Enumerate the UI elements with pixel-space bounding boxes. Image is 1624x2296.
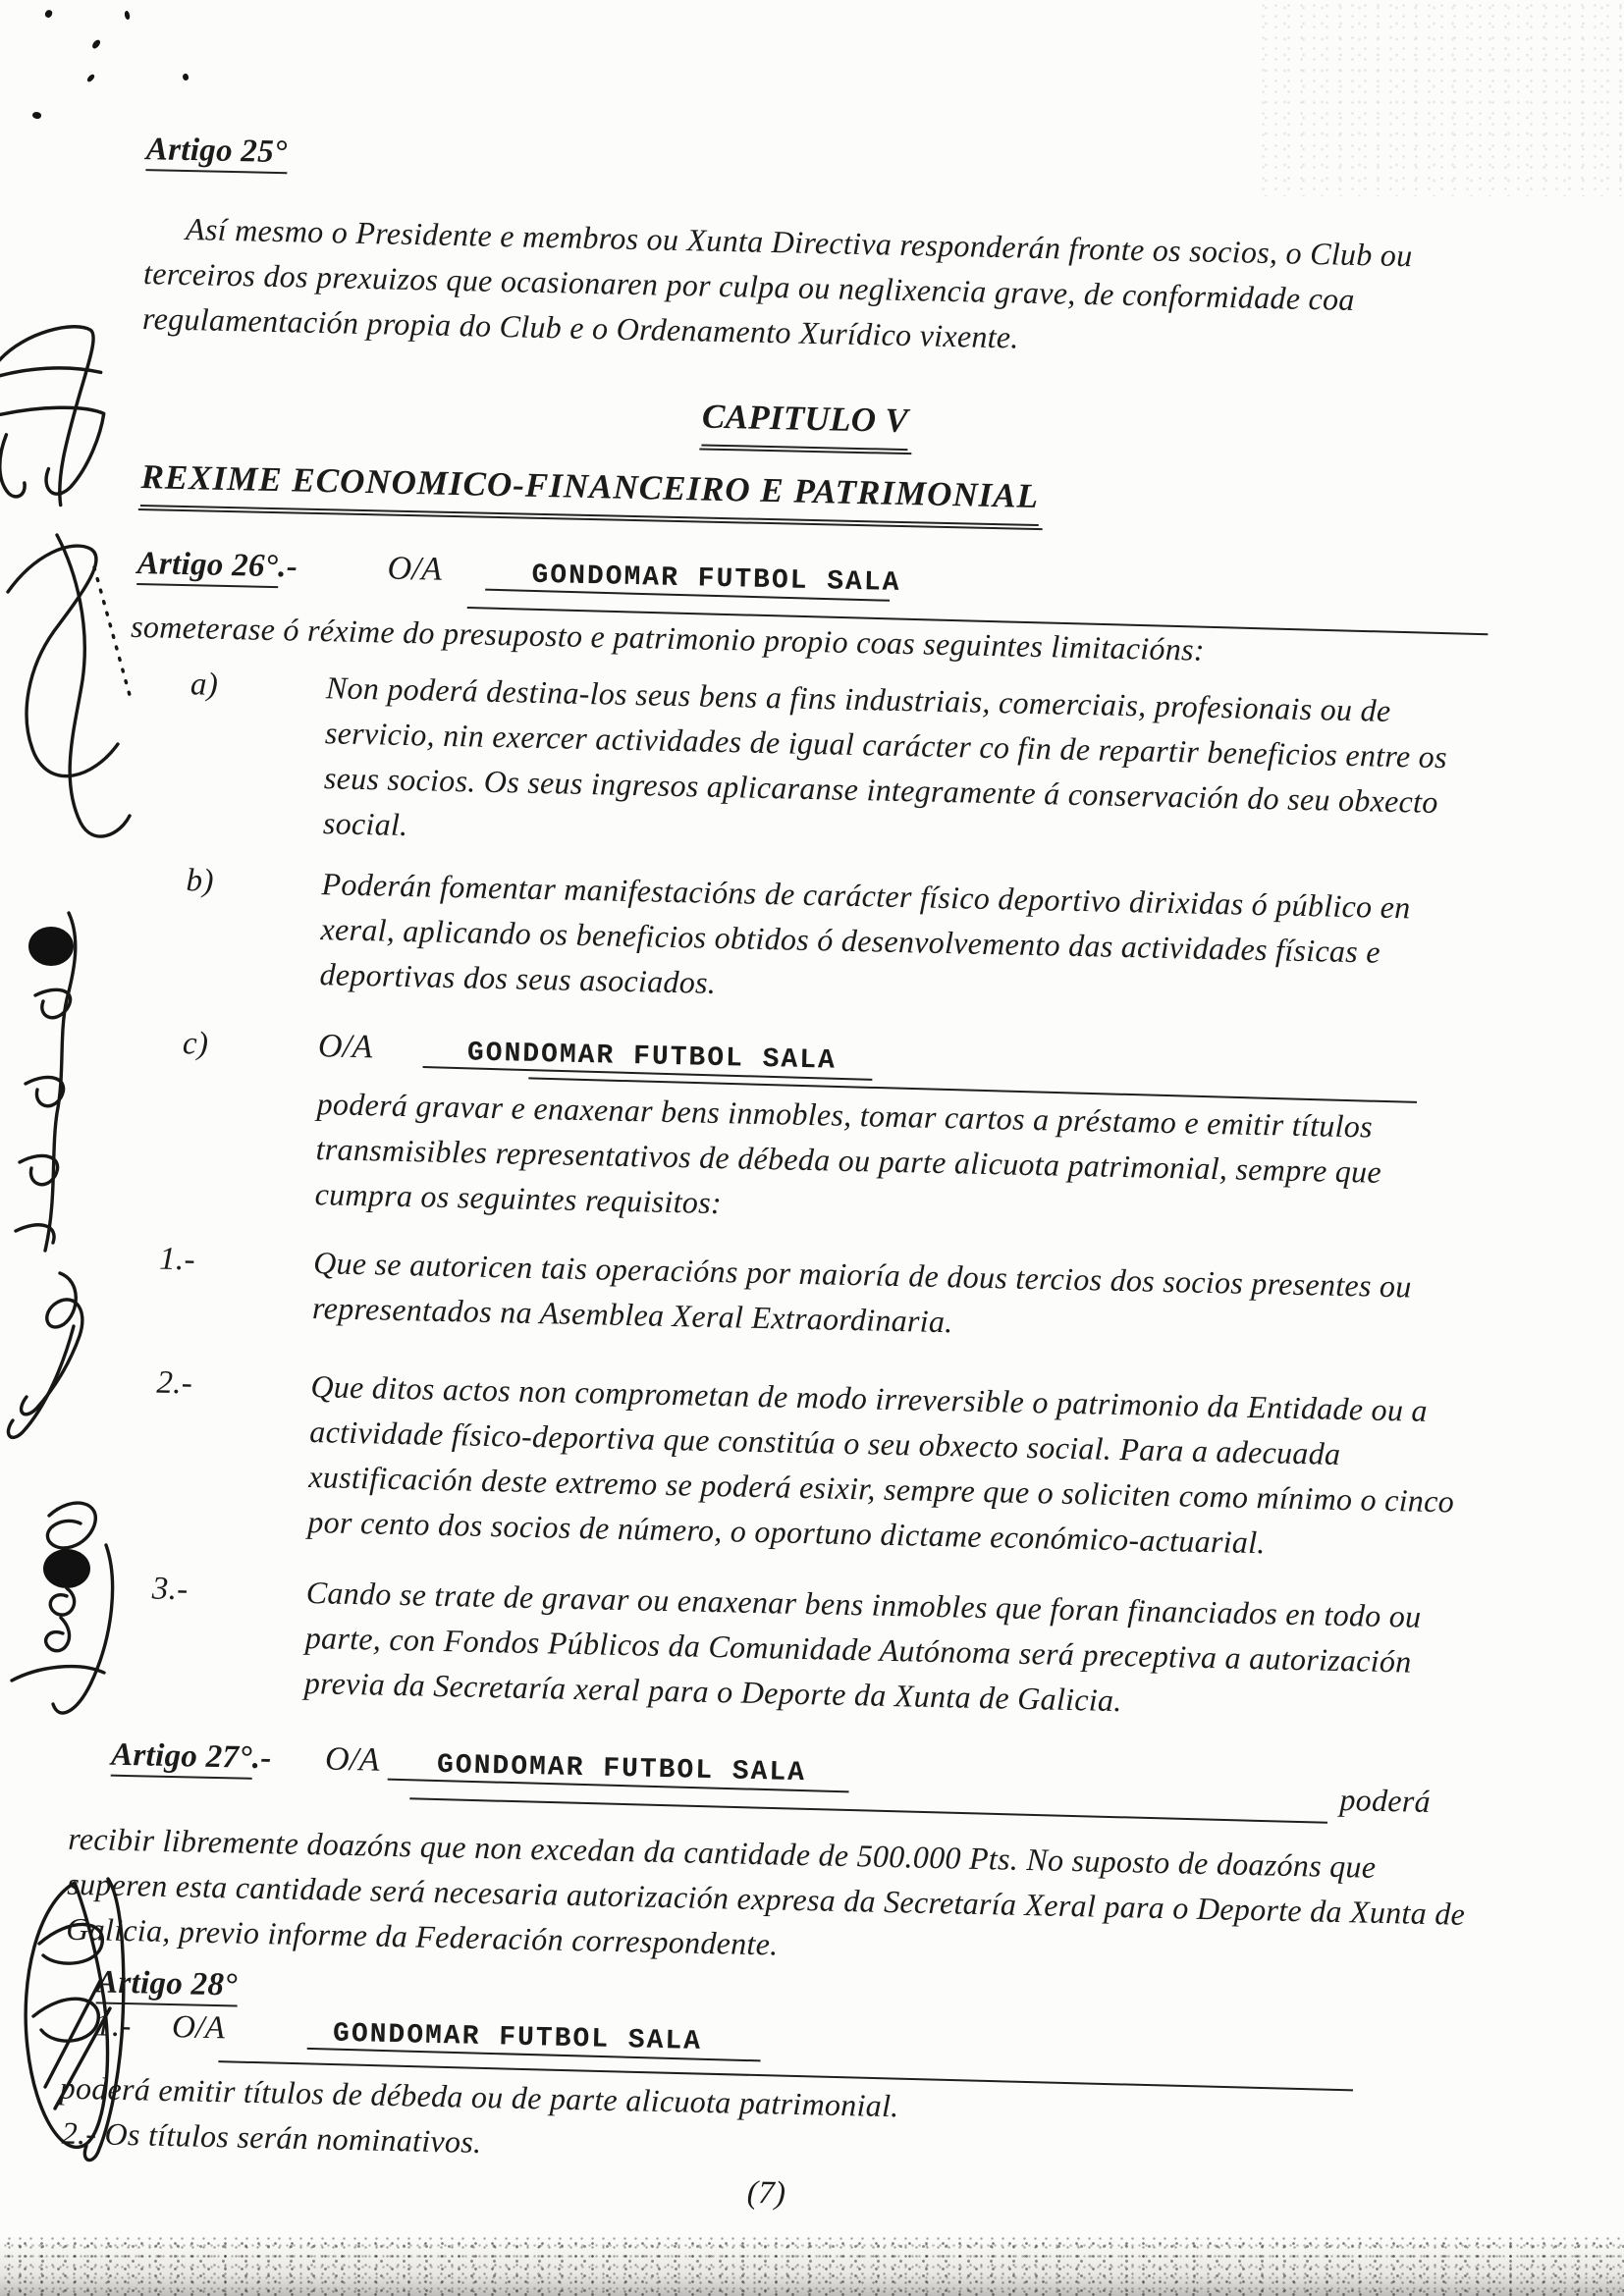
scan-noise-bottom <box>0 2237 1624 2296</box>
form-blank-line <box>409 1797 1327 1823</box>
chapter-heading <box>0 379 1617 466</box>
item-c-oa: O/A <box>317 1028 374 1066</box>
artigo-25-heading <box>145 127 288 175</box>
item-b-label: b) <box>186 863 215 899</box>
requisito-3-text: Cando se trate de gravar ou enaxenar bens inmobles que foran financiados en todo ou parte, con Fondos Públicos da Comunidade Autónoma será preceptiva a autorización previa da Secretaría xeral para o Deporte da Xunta de Galicia. <box>303 1574 1422 1719</box>
artigo-26-oa: O/A <box>387 550 443 588</box>
artigo-28-item1-row <box>0 2000 1582 2057</box>
artigo-25-body: Así mesmo o Presidente e membros ou Xunta Directiva responderán fronte os socios, o Club ou terceiros dos prexuizos que ocasionaren por culpa ou neglixencia grave, de conformidade coa regulamentación propia do Club e o Ordenamento Xurídico vixente. <box>141 210 1413 355</box>
item-a-label: a) <box>189 667 219 703</box>
chapter-subtitle: REXIME ECONOMICO-FINANCEIRO E PATRIMONIAL <box>140 454 1040 526</box>
page-number: (7) <box>746 2174 786 2212</box>
signature-scribble-3 <box>8 905 106 1258</box>
item-c-label: c) <box>182 1026 209 1062</box>
signature-scribble-4 <box>3 1269 101 1461</box>
artigo-26-label: Artigo 26°.- <box>136 541 298 590</box>
artigo-27-body: recibir libremente doazóns que non excedan da cantidade de 500.000 Pts. No suposto de doazóns que superen esta cantidade será necesaria autorización expresa da Secretaría Xeral para o Deporte da Xunta de Galicia, previo informe da Federación correspondente. <box>65 1820 1466 1962</box>
item-c-text: poderá gravar e enaxenar bens inmobles, tomar cartos a préstamo e emitir títulos transmisibles representativos de débeda ou parte alicuota patrimonial, sempre que cumpra os seguintes requisitos: <box>314 1086 1382 1221</box>
artigo-28-club-name: GONDOMAR FUTBOL SALA <box>332 2018 703 2057</box>
ink-blot <box>28 927 74 966</box>
artigo-27-heading-row <box>0 1729 1588 1789</box>
requisito-3-label: 3.- <box>151 1571 189 1608</box>
artigo-27-oa: O/A <box>324 1740 381 1779</box>
signature-scribble-2 <box>0 533 133 862</box>
artigo-26-heading-row <box>0 538 1614 599</box>
artigo-28-title: Artigo 28° <box>96 1964 238 2006</box>
artigo-28-item1-text: poderá emitir títulos de débeda ou de parte alicuota patrimonial. <box>59 2069 899 2124</box>
artigo-25-title: Artigo 25° <box>145 132 287 174</box>
artigo-26-club-name: GONDOMAR FUTBOL SALA <box>531 560 901 599</box>
signature-scribble-5 <box>8 1488 131 1729</box>
chapter-subheading <box>140 454 1040 526</box>
artigo-28-oa: O/A <box>171 2009 226 2047</box>
artigo-28-item1-label: 1.- <box>94 2007 133 2045</box>
requisito-2-text: Que ditos actos non comprometan de modo irreversible o patrimonio da Entidade ou a actividade físico-deportiva que constitúa o seu obxecto social. Para a adecuada xustificación deste extremo se poderá esixir, sempre que o soliciten como mínimo o cinco por cento dos socios de número, o oportuno dictame económico-actuarial. <box>307 1368 1455 1561</box>
artigo-28-item2-text: 2.- Os títulos serán nominativos. <box>61 2114 482 2161</box>
signature-scribble-1 <box>0 316 108 527</box>
requisito-1-label: 1.- <box>158 1241 196 1278</box>
item-a-text: Non poderá destina-los seus bens a fins industriais, comerciais, profesionais ou de servicio, nin exercer actividades de igual carácter co fin de repartir beneficios entre os seus socios. Os seus ingresos aplicaranse integramente á conservación do seu obxecto social. <box>322 669 1448 843</box>
signature-scribble-6 <box>14 1861 141 2180</box>
ink-blot <box>43 1549 90 1588</box>
artigo-27-club-name: GONDOMAR FUTBOL SALA <box>436 1749 807 1789</box>
artigo-26-intro: someterase ó réxime do presuposto e patrimonio propio coas seguintes limitacións: <box>130 608 1206 667</box>
item-b-text: Poderán fomentar manifestacións de carácter físico deportivo dirixidas ó público en xeral, aplicando os beneficios obtidos ó desenvolvemento das actividades físicas e deportivas dos seus asociados. <box>319 866 1411 1000</box>
chapter-title: CAPITULO V <box>701 394 908 451</box>
requisito-2-label: 2.- <box>156 1364 193 1402</box>
artigo-27-label: Artigo 27°.- <box>111 1733 272 1782</box>
artigo-27-hang-word: poderá <box>1339 1782 1432 1820</box>
requisito-1-text: Que se autoricen tais operacións por maioría de dous tercios dos socios presentes ou representados na Asemblea Xeral Extraordinaria. <box>311 1245 1413 1340</box>
item-c-club-name: GONDOMAR FUTBOL SALA <box>466 1038 838 1077</box>
